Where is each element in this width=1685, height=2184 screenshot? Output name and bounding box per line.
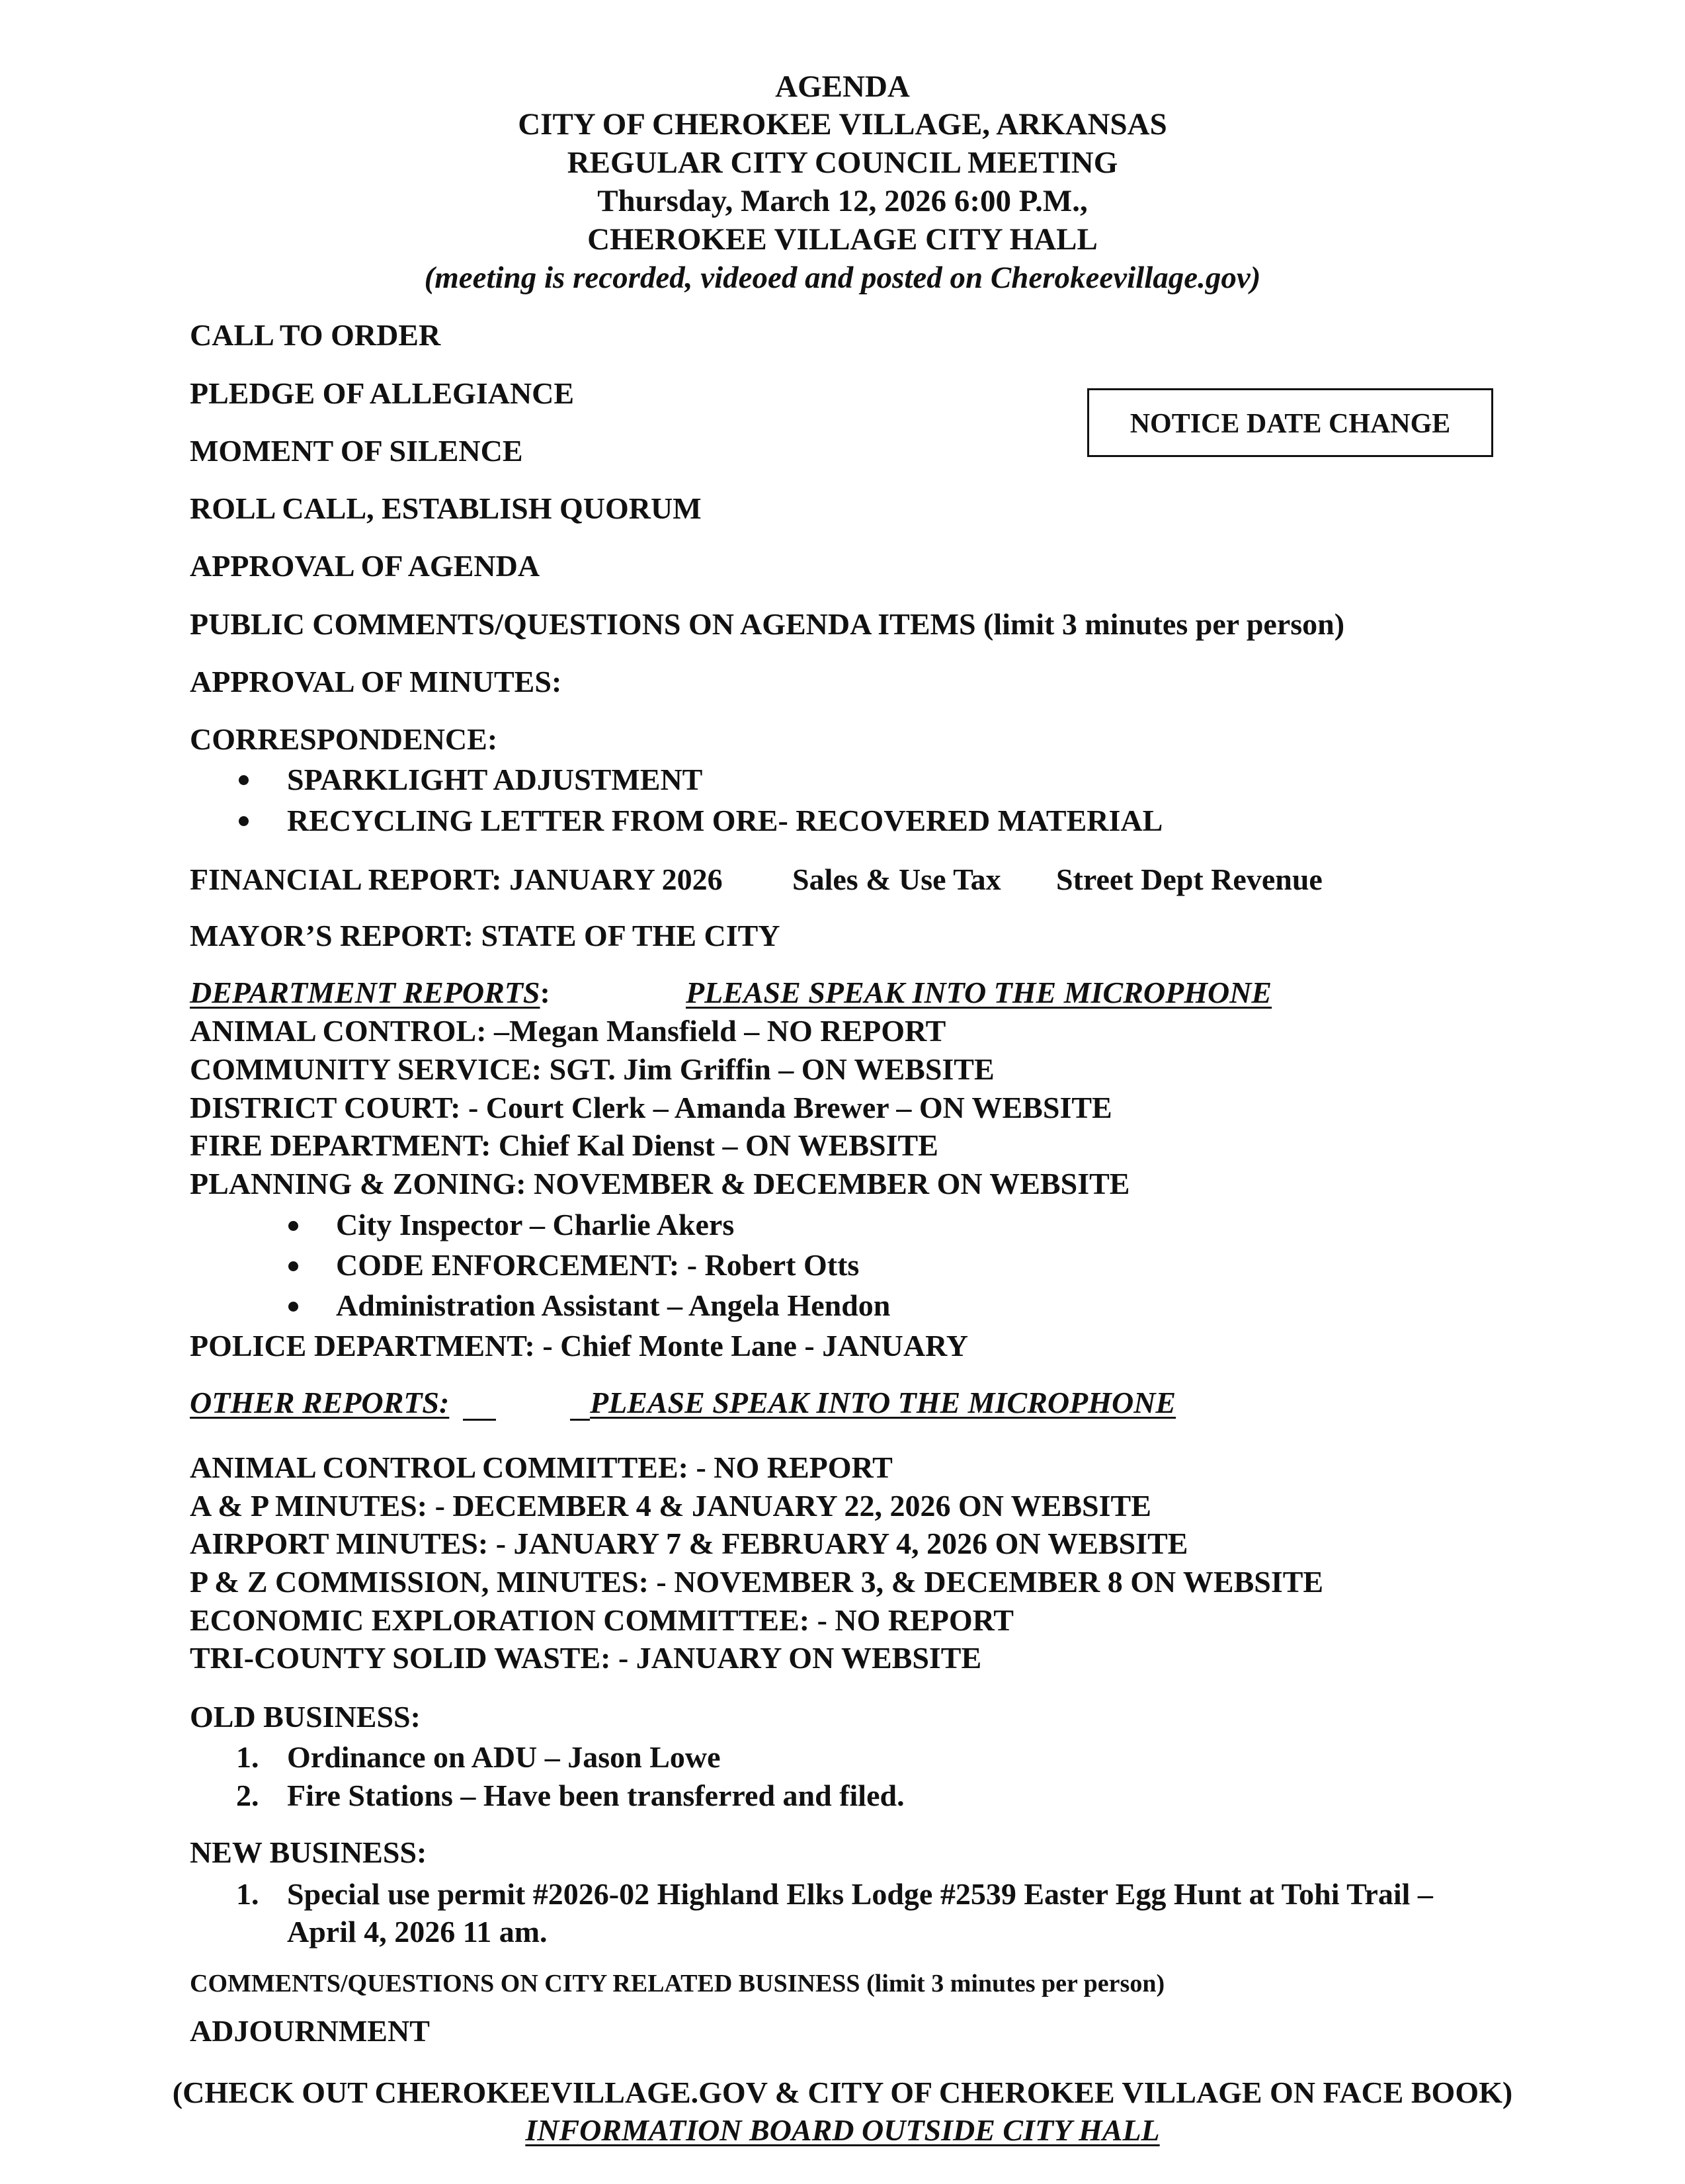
check-out-note: (CHECK OUT CHEROKEEVILLAGE.GOV & CITY OF CHEROKEE VILLAGE ON FACE BOOK) — [172, 2076, 1513, 2109]
speak-into-microphone-note: PLEASE SPEAK INTO THE MICROPHONE — [686, 976, 1272, 1009]
mayors-report: MAYOR’S REPORT: STATE OF THE CITY — [190, 919, 780, 952]
pz-item: CODE ENFORCEMENT: - Robert Otts — [336, 1248, 860, 1282]
adjournment: ADJOURNMENT — [190, 2014, 430, 2048]
public-comments: PUBLIC COMMENTS/QUESTIONS ON AGENDA ITEMS (limit 3 minutes per person) — [190, 607, 1345, 641]
report-line: FIRE DEPARTMENT: Chief Kal Dienst – ON WEBSITE — [190, 1128, 938, 1162]
old-business-item: Fire Stations – Have been transferred and filed. — [287, 1779, 905, 1812]
correspondence-item: RECYCLING LETTER FROM ORE- RECOVERED MATERIAL — [287, 804, 1163, 837]
moment-of-silence: MOMENT OF SILENCE — [190, 434, 523, 468]
report-line: ECONOMIC EXPLORATION COMMITTEE: - NO REPORT — [190, 1603, 1014, 1637]
call-to-order: CALL TO ORDER — [190, 318, 441, 352]
information-board-note: INFORMATION BOARD OUTSIDE CITY HALL — [525, 2113, 1160, 2147]
list-number: 1. — [236, 1740, 259, 1774]
report-line: PLANNING & ZONING: NOVEMBER & DECEMBER ON WEBSITE — [190, 1167, 1130, 1200]
comments-questions: COMMENTS/QUESTIONS ON CITY RELATED BUSINESS (limit 3 minutes per person) — [190, 1970, 1165, 1997]
roll-call: ROLL CALL, ESTABLISH QUORUM — [190, 491, 702, 525]
report-line: P & Z COMMISSION, MINUTES: - NOVEMBER 3, & DECEMBER 8 ON WEBSITE — [190, 1565, 1324, 1599]
report-line: A & P MINUTES: - DECEMBER 4 & JANUARY 22, 2026 ON WEBSITE — [190, 1489, 1151, 1523]
heading-underline-extension — [570, 1419, 590, 1421]
new-business-item-continued: April 4, 2026 11 am. — [287, 1915, 548, 1949]
report-line: AIRPORT MINUTES: - JANUARY 7 & FEBRUARY 4, 2026 ON WEBSITE — [190, 1527, 1188, 1560]
pz-item: City Inspector – Charlie Akers — [336, 1208, 735, 1241]
report-line: ANIMAL CONTROL COMMITTEE: - NO REPORT — [190, 1450, 893, 1484]
list-number: 1. — [236, 1877, 259, 1911]
bullet-icon — [239, 816, 249, 826]
report-line: DISTRICT COURT: - Court Clerk – Amanda Brewer – ON WEBSITE — [190, 1091, 1112, 1124]
meeting-type: REGULAR CITY COUNCIL MEETING — [567, 146, 1118, 180]
bullet-icon — [288, 1261, 298, 1271]
financial-street-revenue: Street Dept Revenue — [1056, 862, 1323, 896]
meeting-date: Thursday, March 12, 2026 6:00 P.M., — [597, 184, 1088, 218]
approval-of-agenda: APPROVAL OF AGENDA — [190, 549, 540, 583]
heading-underline-extension — [463, 1419, 496, 1421]
report-line: ANIMAL CONTROL: –Megan Mansfield – NO REPORT — [190, 1014, 946, 1048]
other-reports-heading: OTHER REPORTS: — [190, 1386, 450, 1419]
approval-of-minutes: APPROVAL OF MINUTES: — [190, 665, 562, 698]
recording-note: (meeting is recorded, videoed and posted on Cherokeevillage.gov) — [424, 261, 1261, 295]
old-business-item: Ordinance on ADU – Jason Lowe — [287, 1740, 721, 1774]
financial-report: FINANCIAL REPORT: JANUARY 2026 — [190, 862, 723, 896]
agenda-title: AGENDA — [775, 69, 910, 104]
police-department: POLICE DEPARTMENT: - Chief Monte Lane - JANUARY — [190, 1329, 968, 1363]
report-line: TRI-COUNTY SOLID WASTE: - JANUARY ON WEBSITE — [190, 1641, 982, 1675]
notice-box — [1087, 388, 1493, 457]
city-name: CITY OF CHEROKEE VILLAGE, ARKANSAS — [518, 107, 1167, 142]
old-business-heading: OLD BUSINESS: — [190, 1700, 421, 1734]
new-business-item: Special use permit #2026-02 Highland Elks Lodge #2539 Easter Egg Hunt at Tohi Trail – — [287, 1877, 1433, 1911]
pledge-of-allegiance: PLEDGE OF ALLEGIANCE — [190, 376, 575, 410]
correspondence-item: SPARKLIGHT ADJUSTMENT — [287, 763, 703, 796]
department-reports-heading — [190, 978, 550, 1008]
report-line: COMMUNITY SERVICE: SGT. Jim Griffin – ON WEBSITE — [190, 1052, 995, 1086]
bullet-icon — [239, 775, 249, 785]
pz-item: Administration Assistant – Angela Hendon — [336, 1288, 891, 1322]
meeting-location: CHEROKEE VILLAGE CITY HALL — [587, 222, 1098, 257]
speak-into-microphone-note: PLEASE SPEAK INTO THE MICROPHONE — [590, 1386, 1176, 1419]
correspondence-heading: CORRESPONDENCE: — [190, 722, 498, 756]
list-number: 2. — [236, 1779, 259, 1812]
department-reports-colon: : — [540, 976, 550, 1009]
new-business-heading: NEW BUSINESS: — [190, 1835, 427, 1869]
bullet-icon — [288, 1302, 298, 1312]
notice-date-change: NOTICE DATE CHANGE — [1130, 409, 1451, 439]
bullet-icon — [288, 1221, 298, 1231]
financial-sales-tax: Sales & Use Tax — [792, 862, 1001, 896]
department-reports-label: DEPARTMENT REPORTS — [190, 976, 540, 1009]
